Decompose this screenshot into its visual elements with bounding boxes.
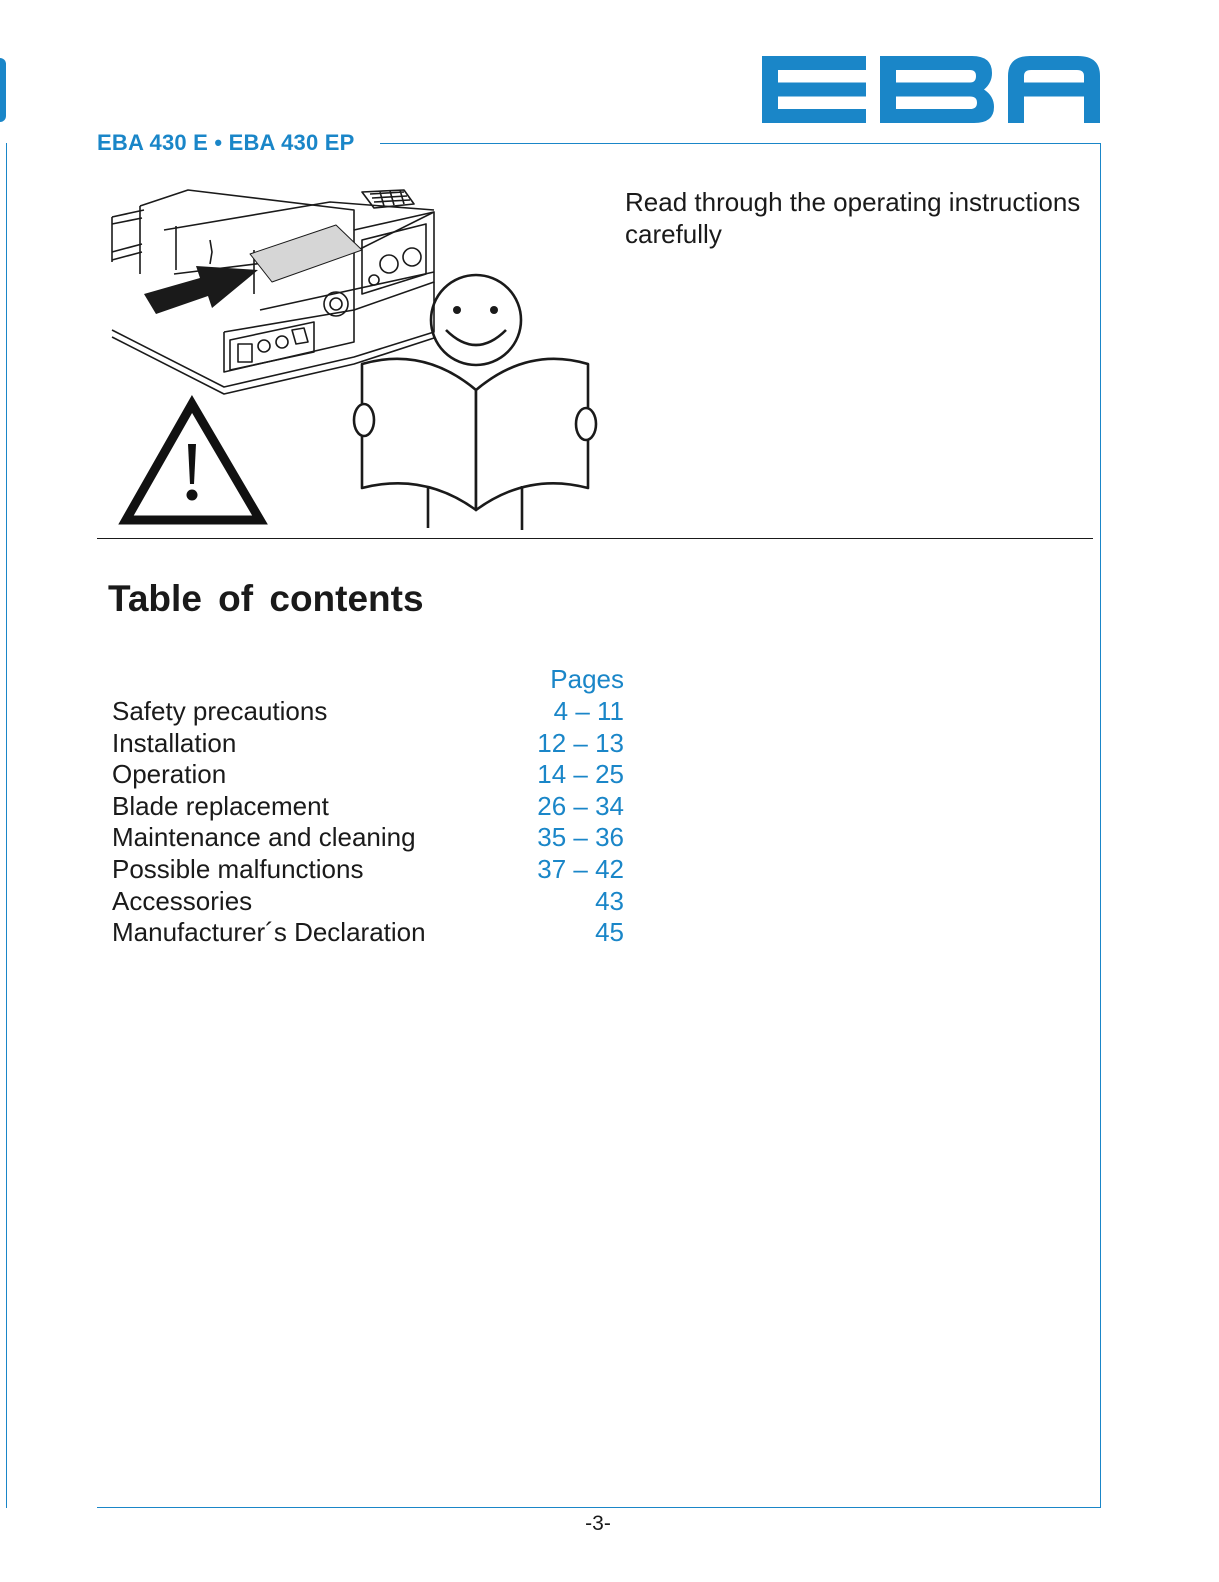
- page-number: -3-: [585, 1512, 611, 1535]
- toc-entry-title: Installation: [112, 727, 237, 758]
- toc-heading: Table of contents: [108, 578, 424, 619]
- toc-entry-title: Accessories: [112, 885, 253, 916]
- toc-entry[interactable]: [112, 728, 624, 760]
- toc-entry-title: Possible malfunctions: [112, 853, 364, 884]
- footer-rule: [97, 1507, 1101, 1508]
- label-plate: [250, 225, 362, 282]
- toc-entry[interactable]: [112, 886, 624, 918]
- toc-entry-pages: 12 – 13: [537, 727, 624, 758]
- toc-entry[interactable]: [112, 854, 624, 886]
- toc-entry-title: Manufacturer´s Declaration: [112, 917, 426, 948]
- header-rule: [380, 143, 1101, 144]
- page-frame-right: [1100, 143, 1101, 1508]
- toc-entry[interactable]: [112, 759, 624, 791]
- eba-logo: [762, 56, 1100, 123]
- toc-entry-pages: 26 – 34: [537, 790, 624, 821]
- toc-entry-pages: 45: [595, 917, 624, 948]
- read-instructions-illustration: [104, 182, 604, 534]
- section-divider: [97, 538, 1093, 539]
- smiling-reader-drawing: [354, 275, 596, 530]
- toc-entry-title: Operation: [112, 759, 227, 790]
- toc-pages-column-header: Pages: [550, 664, 624, 694]
- document-header-title: EBA 430 E • EBA 430 EP: [97, 130, 355, 155]
- pointer-arrow-icon: [144, 266, 258, 314]
- toc-entry-pages: 35 – 36: [537, 822, 624, 853]
- toc-entry-pages: 37 – 42: [537, 853, 624, 884]
- previous-page-logo-fragment: [0, 58, 6, 122]
- toc-entry[interactable]: [112, 822, 624, 854]
- toc-entry[interactable]: [112, 696, 624, 728]
- warning-triangle-icon: [126, 404, 260, 520]
- toc-entry-title: Maintenance and cleaning: [112, 822, 416, 853]
- toc-entry-pages: 14 – 25: [537, 759, 624, 790]
- toc-entry[interactable]: [112, 917, 624, 949]
- previous-page-frame-line: [6, 143, 7, 1508]
- toc-entry-pages: 4 – 11: [553, 696, 624, 726]
- toc-entry-title: Blade replacement: [112, 790, 329, 821]
- toc-entry-title: Safety precautions: [112, 696, 328, 726]
- intro-instruction-text: Read through the operating instructions carefully: [625, 187, 1081, 249]
- toc-entry[interactable]: [112, 791, 624, 823]
- toc-list: [112, 696, 624, 949]
- toc-entry-pages: 43: [595, 885, 624, 916]
